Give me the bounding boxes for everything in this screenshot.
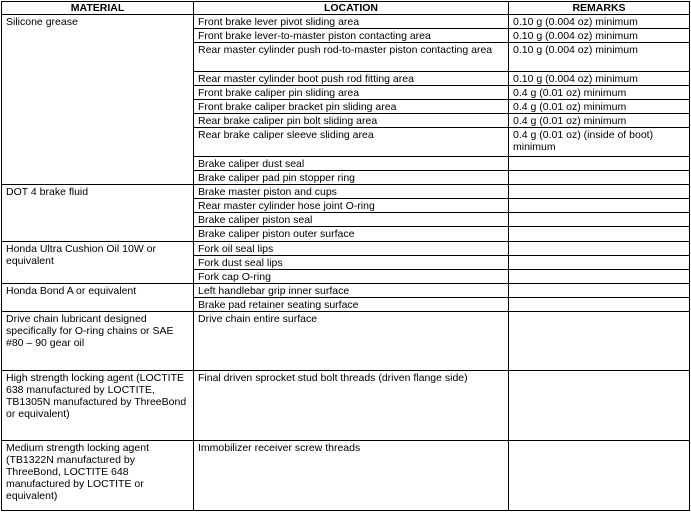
table-row — [2, 184, 690, 198]
location-cell: Brake caliper piston seal — [194, 213, 509, 227]
remarks-cell: 0.10 g (0.004 oz) minimum — [509, 71, 690, 85]
location-cell: Rear master cylinder boot push rod fitting area — [194, 71, 509, 85]
remarks-cell: 0.10 g (0.004 oz) minimum — [509, 43, 690, 71]
location-cell: Fork oil seal lips — [194, 241, 509, 255]
table-row — [2, 15, 690, 29]
location-cell: Immobilizer receiver screw threads — [194, 440, 509, 510]
remarks-cell — [509, 199, 690, 213]
material-cell: Medium strength locking agent (TB1322N manufactured by ThreeBond, LOCTITE 648 manufactured by LOCTITE or equivalent) — [2, 440, 194, 510]
location-cell: Brake caliper piston outer surface — [194, 227, 509, 241]
table-row — [2, 371, 690, 441]
location-cell: Fork dust seal lips — [194, 255, 509, 269]
table-row — [2, 440, 690, 510]
remarks-cell — [509, 170, 690, 184]
remarks-cell — [509, 312, 690, 371]
material-cell: Silicone grease — [2, 15, 194, 185]
remarks-cell: 0.4 g (0.01 oz) (inside of boot) minimum — [509, 128, 690, 156]
location-cell: Brake caliper pad pin stopper ring — [194, 170, 509, 184]
table-row — [2, 284, 690, 298]
location-cell: Rear brake caliper sleeve sliding area — [194, 128, 509, 156]
material-cell: DOT 4 brake fluid — [2, 184, 194, 241]
remarks-cell — [509, 284, 690, 298]
remarks-cell: 0.4 g (0.01 oz) minimum — [509, 85, 690, 99]
material-cell: High strength locking agent (LOCTITE 638 manufactured by LOCTITE, TB1305N manufactured by ThreeBond or equivalent) — [2, 371, 194, 441]
location-cell: Fork cap O-ring — [194, 269, 509, 283]
remarks-cell: 0.10 g (0.004 oz) minimum — [509, 15, 690, 29]
lubrication-table — [1, 1, 690, 511]
location-cell: Brake master piston and cups — [194, 184, 509, 198]
header-remarks: REMARKS — [509, 2, 690, 15]
location-cell: Left handlebar grip inner surface — [194, 284, 509, 298]
location-cell: Drive chain entire surface — [194, 312, 509, 371]
location-cell: Rear master cylinder push rod-to-master piston contacting area — [194, 43, 509, 71]
remarks-cell — [509, 255, 690, 269]
location-cell: Rear brake caliper pin bolt sliding area — [194, 114, 509, 128]
remarks-cell: 0.10 g (0.004 oz) minimum — [509, 29, 690, 43]
remarks-cell: 0.4 g (0.01 oz) minimum — [509, 99, 690, 113]
location-cell: Final driven sprocket stud bolt threads (driven flange side) — [194, 371, 509, 441]
material-cell: Honda Bond A or equivalent — [2, 284, 194, 312]
location-cell: Brake pad retainer seating surface — [194, 298, 509, 312]
material-cell: Drive chain lubricant designed specifically for O-ring chains or SAE #80 – 90 gear oil — [2, 312, 194, 371]
header-row — [2, 2, 690, 15]
location-cell: Brake caliper dust seal — [194, 156, 509, 170]
location-cell: Rear master cylinder hose joint O-ring — [194, 199, 509, 213]
location-cell: Front brake lever-to-master piston contacting area — [194, 29, 509, 43]
material-cell: Honda Ultra Cushion Oil 10W or equivalent — [2, 241, 194, 283]
remarks-cell — [509, 241, 690, 255]
location-cell: Front brake caliper bracket pin sliding area — [194, 99, 509, 113]
location-cell: Front brake caliper pin sliding area — [194, 85, 509, 99]
remarks-cell — [509, 440, 690, 510]
remarks-cell — [509, 213, 690, 227]
remarks-cell — [509, 156, 690, 170]
location-cell: Front brake lever pivot sliding area — [194, 15, 509, 29]
remarks-cell — [509, 227, 690, 241]
remarks-cell — [509, 184, 690, 198]
remarks-cell: 0.4 g (0.01 oz) minimum — [509, 114, 690, 128]
header-location: LOCATION — [194, 2, 509, 15]
remarks-cell — [509, 269, 690, 283]
header-material: MATERIAL — [2, 2, 194, 15]
table-row — [2, 241, 690, 255]
table-row — [2, 312, 690, 371]
remarks-cell — [509, 298, 690, 312]
remarks-cell — [509, 371, 690, 441]
